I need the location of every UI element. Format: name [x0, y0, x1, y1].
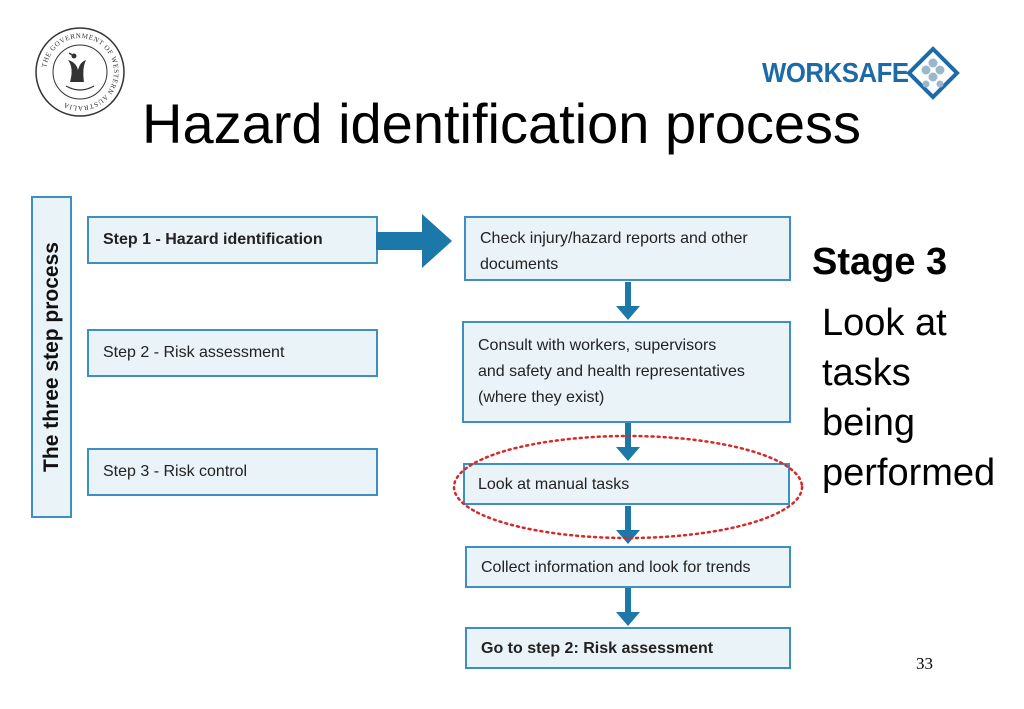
page-number: 33 [916, 654, 933, 673]
svg-text:THE GOVERNMENT OF WESTERN AUST: THE GOVERNMENT OF WESTERN AUSTRALIA [40, 31, 121, 113]
flow-go-to-step-2-label: Go to step 2: Risk assessment [481, 640, 714, 657]
flow-manual-tasks-label: Look at manual tasks [478, 476, 630, 493]
stage-line-2: tasks [822, 352, 911, 394]
flow-consult-box [462, 321, 791, 423]
step-3-box [87, 448, 378, 496]
three-step-label: The three step process [39, 242, 63, 472]
government-seal [34, 26, 126, 118]
flow-check-line-1: Check injury/hazard reports and other [480, 230, 748, 247]
down-arrow-4 [614, 588, 642, 628]
step-1-box [87, 216, 378, 264]
slide-title: Hazard identification process [142, 92, 862, 155]
flow-check-line-2: documents [480, 256, 559, 273]
flow-collect-info-box [465, 546, 791, 588]
flow-go-to-step-2-box [465, 627, 791, 669]
step-3-label: Step 3 - Risk control [103, 463, 248, 480]
three-step-label-box [31, 196, 72, 518]
flow-consult-line-1: Consult with workers, supervisors [478, 337, 717, 354]
stage-line-1: Look at [822, 302, 947, 344]
stage-title: Stage 3 [812, 241, 948, 283]
stage-line-4: performed [822, 452, 996, 494]
step-1-right-arrow [376, 212, 456, 270]
step-1-label: Step 1 - Hazard identification [103, 231, 323, 248]
step-2-box [87, 329, 378, 377]
stage-description [822, 298, 995, 498]
worksafe-logo-icon [906, 46, 960, 100]
highlight-ellipse [450, 432, 806, 542]
flow-collect-info-label: Collect information and look for trends [481, 559, 751, 576]
flow-consult-line-3: (where they exist) [478, 389, 605, 406]
down-arrow-1 [614, 282, 642, 322]
flow-consult-line-2: and safety and health representatives [478, 363, 745, 380]
flow-check-reports-box [464, 216, 791, 281]
step-2-label: Step 2 - Risk assessment [103, 344, 285, 361]
stage-line-3: being [822, 402, 915, 444]
worksafe-wordmark: WORKSAFE [762, 57, 909, 88]
